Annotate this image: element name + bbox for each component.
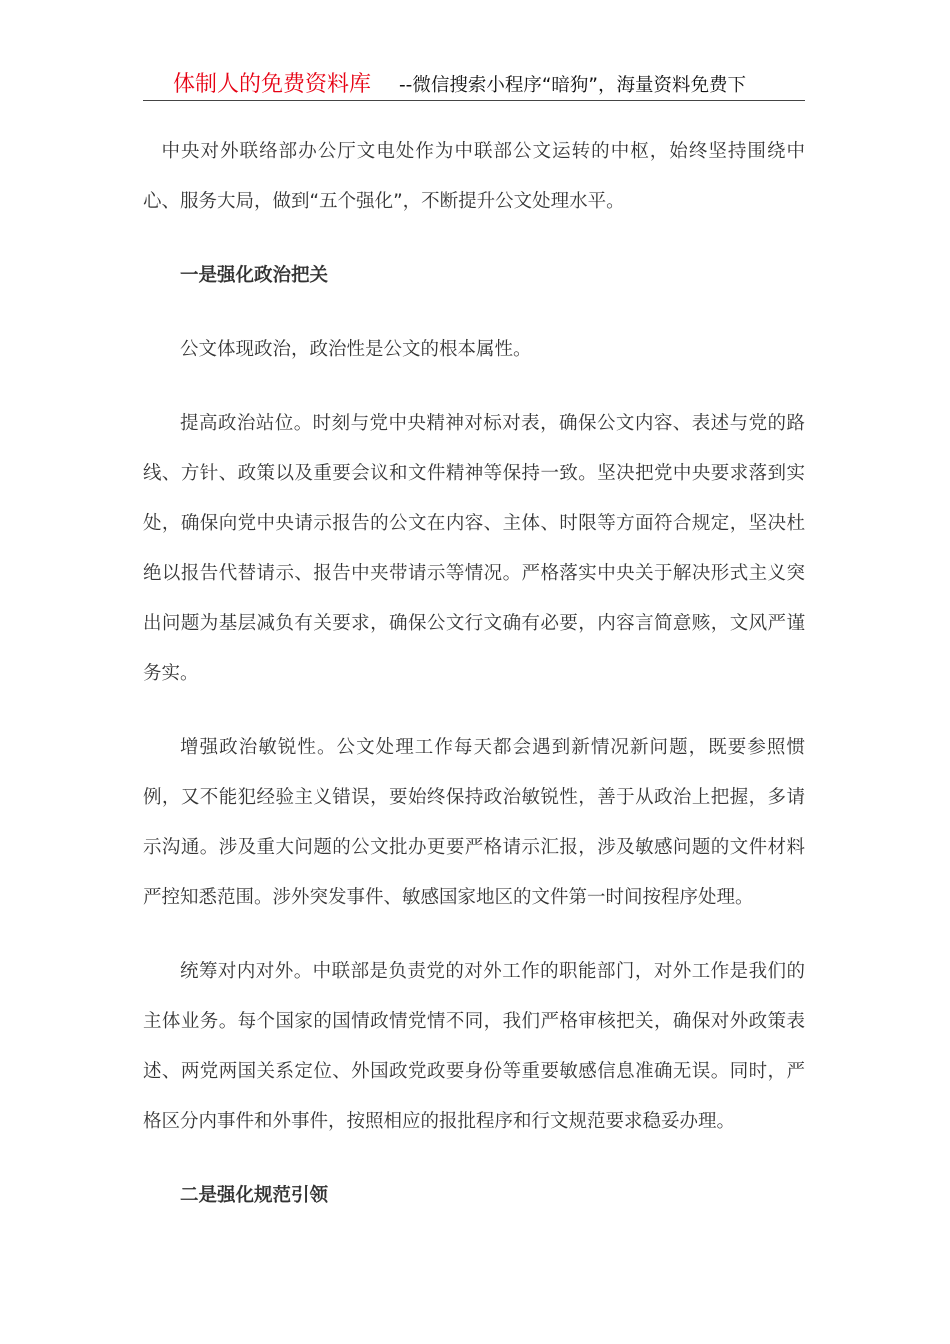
section1-paragraph-1: 公文体现政治，政治性是公文的根本属性。 [180, 339, 532, 360]
header-brand: 体制人的免费资料库 [173, 72, 372, 97]
section1-paragraph-4: 统筹对内对外。中联部是负责党的对外工作的职能部门，对外工作是我们的主体业务。每个国家的国情政情党情不同，我们严格审核把关，确保对外政策表述、两党两国关系定位、外国政党政要身份等重要敏感信息准确无误。同时，严格区分内事件和外事件，按照相应的报批程序和行文规范要求稳妥办理。 [143, 961, 805, 1132]
header-note: --微信搜索小程序“暗狗”，海量资料免费下 [399, 75, 747, 96]
article-body [143, 127, 805, 1221]
section-heading-2: 二是强化规范引领 [180, 1185, 329, 1206]
section-heading-1: 一是强化政治把关 [180, 265, 329, 286]
section1-paragraph-2: 提高政治站位。时刻与党中央精神对标对表，确保公文内容、表述与党的路线、方针、政策以及重要会议和文件精神等保持一致。坚决把党中央要求落到实处，确保向党中央请示报告的公文在内容、主体、时限等方面符合规定，坚决杜绝以报告代替请示、报告中夹带请示等情况。严格落实中央关于解决形式主义突出问题为基层减负有关要求，确保公文行文确有必要，内容言简意赅，文风严谨务实。 [143, 413, 805, 684]
page-header [143, 70, 805, 101]
section1-paragraph-3: 增强政治敏锐性。公文处理工作每天都会遇到新情况新问题，既要参照惯例，又不能犯经验主义错误，要始终保持政治敏锐性，善于从政治上把握，多请示沟通。涉及重大问题的公文批办更要严格请示汇报，涉及敏感问题的文件材料严控知悉范围。涉外突发事件、敏感国家地区的文件第一时间按程序处理。 [143, 737, 805, 908]
intro-paragraph: 中央对外联络部办公厅文电处作为中联部公文运转的中枢，始终坚持围绕中心、服务大局，做到“五个强化”，不断提升公文处理水平。 [143, 141, 805, 212]
